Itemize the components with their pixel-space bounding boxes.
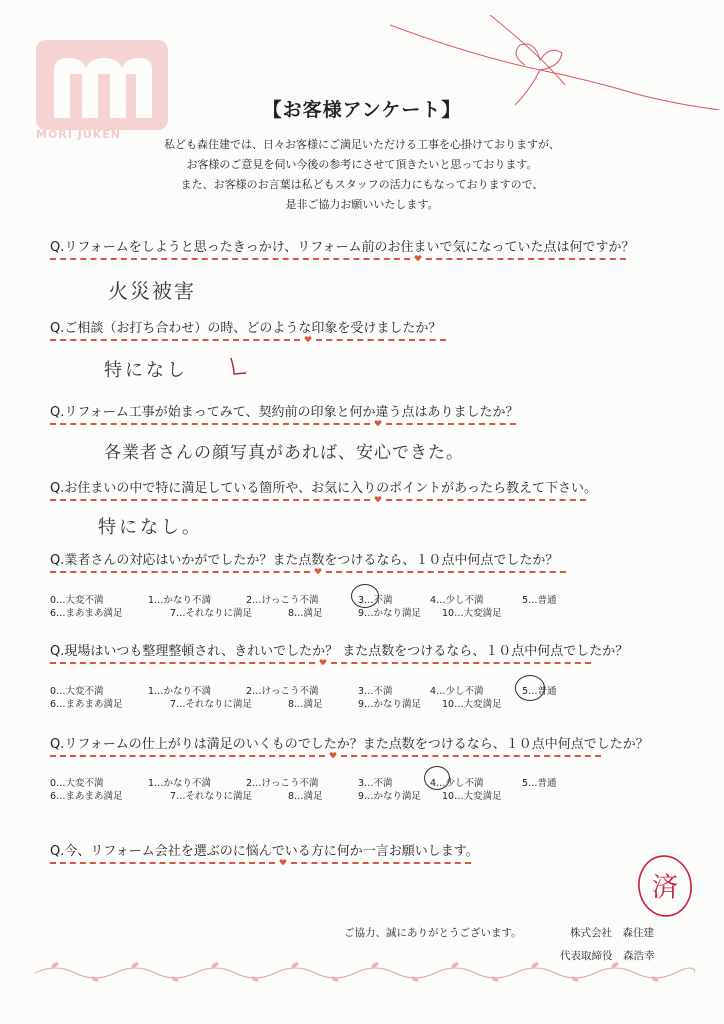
score-option: 8…満足 bbox=[288, 791, 323, 802]
answer-2: 特になし bbox=[104, 360, 188, 381]
dashed-divider bbox=[50, 258, 410, 260]
question-3: Q.リフォーム工事が始まってみて、契約前の印象と何か違う点はありましたか？ bbox=[50, 405, 519, 420]
score-option: 2…けっこう不満 bbox=[246, 686, 319, 697]
dashed-divider bbox=[50, 339, 300, 341]
score-option: 4…少し不満 bbox=[430, 595, 484, 606]
heart-icon bbox=[304, 335, 312, 343]
representative-name: 代表取締役 森浩幸 bbox=[560, 950, 655, 962]
heart-icon bbox=[314, 567, 322, 575]
score-option: 7…それなりに満足 bbox=[170, 791, 253, 802]
score-option: 2…けっこう不満 bbox=[246, 778, 319, 789]
score-option: 1…かなり不満 bbox=[148, 686, 212, 697]
score-option: 1…かなり不満 bbox=[148, 595, 212, 606]
score-scale bbox=[50, 775, 610, 803]
score-option: 4…少し不満 bbox=[430, 686, 484, 697]
heart-icon bbox=[374, 495, 382, 503]
dashed-divider bbox=[316, 339, 446, 341]
score-option: 9…かなり満足 bbox=[358, 608, 422, 619]
score-option: 4…少し不満 bbox=[430, 778, 484, 789]
dashed-divider bbox=[426, 258, 626, 260]
score-option: 8…満足 bbox=[288, 699, 323, 710]
question-8: Q.今、リフォーム会社を選ぶのに悩んでいる方に何か一言お願いします。 bbox=[50, 844, 479, 859]
dashed-divider bbox=[50, 755, 325, 757]
dashed-divider bbox=[386, 423, 516, 425]
question-6: Q.現場はいつも整理整頓され、きれいでしたか？ また点数をつけるなら、１０点中何点でしたか？ bbox=[50, 644, 629, 659]
score-option: 6…まあまあ満足 bbox=[50, 699, 123, 710]
selected-score-circle bbox=[351, 584, 379, 608]
score-option: 10…大変満足 bbox=[442, 791, 502, 802]
dashed-divider bbox=[326, 571, 566, 573]
score-option: 0…大変不満 bbox=[50, 595, 104, 606]
score-option: 10…大変満足 bbox=[442, 608, 502, 619]
question-5: Q.業者さんの対応はいかがでしたか？また点数をつけるなら、１０点中何点でしたか？ bbox=[50, 553, 559, 568]
dashed-divider bbox=[331, 662, 591, 664]
heart-icon bbox=[319, 658, 327, 666]
score-option: 0…大変不満 bbox=[50, 778, 104, 789]
score-option: 2…けっこう不満 bbox=[246, 595, 319, 606]
vine-decoration bbox=[35, 955, 695, 983]
score-option: 9…かなり満足 bbox=[358, 791, 422, 802]
question-7: Q.リフォームの仕上がりは満足のいくものでしたか？また点数をつけるなら、１０点中何点でしたか？ bbox=[50, 737, 649, 752]
answer-4: 特になし。 bbox=[98, 517, 203, 538]
heart-icon bbox=[329, 751, 337, 759]
selected-score-circle bbox=[515, 675, 545, 701]
dashed-divider bbox=[291, 862, 471, 864]
score-option: 7…それなりに満足 bbox=[170, 699, 253, 710]
score-option: 3…不満 bbox=[358, 686, 393, 697]
score-option: 1…かなり不満 bbox=[148, 778, 212, 789]
stamp-mark bbox=[634, 852, 696, 920]
company-name: 株式会社 森住建 bbox=[570, 927, 654, 939]
dashed-divider bbox=[50, 423, 370, 425]
dashed-divider bbox=[386, 499, 586, 501]
selected-score-circle bbox=[424, 766, 450, 790]
score-option: 3…不満 bbox=[358, 595, 393, 606]
intro-line: 私ども森住建では、日々お客様にご満足いただける工事を心掛けておりますが、 bbox=[164, 138, 560, 151]
intro-line: 是非ご協力お願いいたします。 bbox=[285, 198, 439, 211]
score-option: 7…それなりに満足 bbox=[170, 608, 253, 619]
dashed-divider bbox=[341, 755, 601, 757]
intro-line: また、お客様のお言葉は私どもスタッフの活力にもなっておりますので、 bbox=[180, 178, 544, 191]
score-option: 3…不満 bbox=[358, 778, 393, 789]
score-option: 5…普通 bbox=[522, 595, 557, 606]
logo-text: MORI JUKEN bbox=[36, 128, 121, 141]
heart-icon bbox=[279, 858, 287, 866]
score-option: 6…まあまあ満足 bbox=[50, 791, 123, 802]
intro-text bbox=[0, 135, 724, 215]
page-title: 【お客様アンケート】 bbox=[262, 99, 462, 121]
question-4: Q.お住まいの中で特に満足している箇所や、お気に入りのポイントがあったら教えて下さい。 bbox=[50, 481, 597, 496]
dashed-divider bbox=[50, 571, 310, 573]
score-option: 8…満足 bbox=[288, 608, 323, 619]
stamp-text: 済 bbox=[651, 873, 679, 903]
heart-icon bbox=[414, 254, 422, 262]
mori-juken-logo bbox=[36, 40, 168, 142]
check-mark bbox=[228, 356, 248, 378]
score-option: 10…大変満足 bbox=[442, 699, 502, 710]
dashed-divider bbox=[50, 499, 370, 501]
score-option: 0…大変不満 bbox=[50, 686, 104, 697]
dashed-divider bbox=[50, 862, 275, 864]
question-1: Q.リフォームをしようと思ったきっかけ、リフォーム前のお住まいで気になっていた点は何ですか？ bbox=[50, 240, 635, 255]
thanks-text: ご協力、誠にありがとうございます。 bbox=[344, 927, 522, 939]
score-option: 9…かなり満足 bbox=[358, 699, 422, 710]
question-2: Q.ご相談（お打ち合わせ）の時、どのような印象を受けましたか？ bbox=[50, 321, 442, 336]
score-option: 5…普通 bbox=[522, 686, 557, 697]
intro-line: お客様のご意見を伺い今後の参考にさせて頂きたいと思っております。 bbox=[186, 158, 538, 171]
score-scale bbox=[50, 592, 610, 620]
score-option: 6…まあまあ満足 bbox=[50, 608, 123, 619]
answer-1: 火災被害 bbox=[108, 279, 196, 303]
dashed-divider bbox=[50, 662, 315, 664]
answer-3: 各業者さんの顔写真があれば、安心できた。 bbox=[104, 443, 464, 463]
score-option: 5…普通 bbox=[522, 778, 557, 789]
heart-icon bbox=[374, 419, 382, 427]
